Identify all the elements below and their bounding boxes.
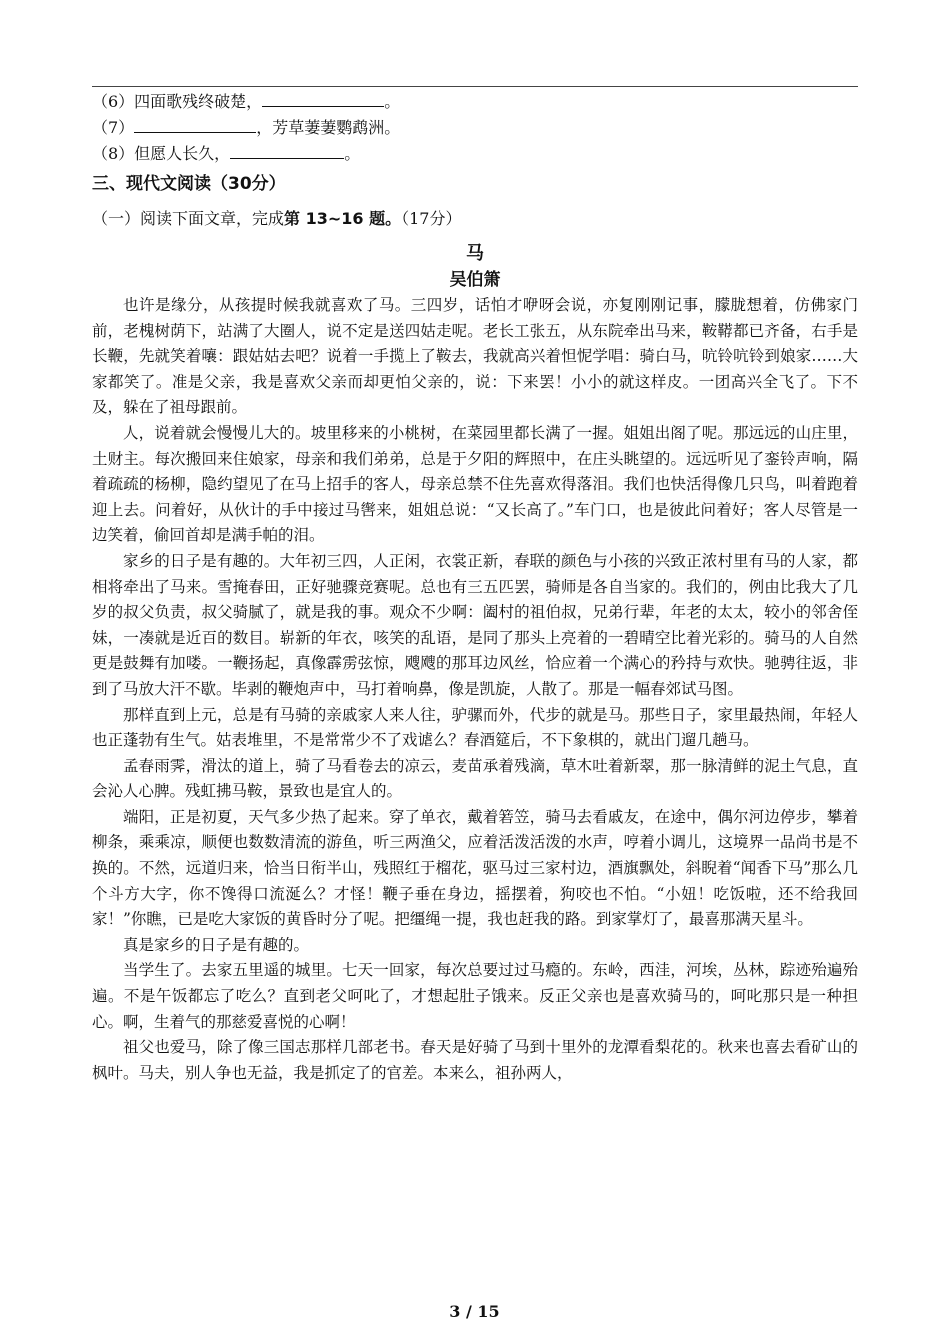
fill-item-8 (92, 141, 858, 167)
article-paragraph: 也许是缘分，从孩提时候我就喜欢了马。三四岁，话怕才咿呀会说，亦复刚刚记事，朦胧想着，仿佛家门前，老槐树荫下，站满了大圈人，说不定是送四姑走呢。老长工张五，从东院牵出马来，鞍鞯都已齐备，右手是长鞭，先就笑着嚷：跟姑姑去吧？说着一手揽上了鞍去，我就高兴着怛怩学唱：骑白马，吭铃吭铃到娘家……大家都笑了。准是父亲，我是喜欢父亲而却更怕父亲的，说：下来罢！小小的就这样皮。一团高兴全飞了。下不及，躲在了祖母跟前。 (92, 296, 858, 417)
fill-item-text: （6）四面歌残终破楚， (92, 92, 263, 111)
article-paragraph: 家乡的日子是有趣的。大年初三四，人正闲，衣裳正新，春联的颜色与小孩的兴致正浓村里有马的人家，都相将牵出了马来。雪掩春田，正好驰骤竞赛呢。总也有三五匹罢，骑师是各自当家的。我们的，例由比我大了几岁的叔父负责，叔父骑腻了，就是我的事。观众不少啊：阖村的祖伯叔，兄弟行辈，年老的太太，较小的邻舍侄妹，一凑就是近百的数目。崭新的年衣，咳笑的乱语，是同了那头上亮着的一碧晴空比着光彩的。骑马的人自然更是鼓舞有加喽。一鞭扬起，真像霹雳弦惊，飕飕的那耳边风丝，恰应着一个满心的矜持与欢快。驰骋往返，非到了马放大汗不歇。毕剥的鞭炮声中，马打着响鼻，像是凯旋，人散了。那是一幅春郊试马图。 (92, 551, 858, 698)
fill-item-text: ，芳草萋萋鹦鹉洲。 (256, 118, 401, 137)
answer-blank (230, 141, 344, 159)
fill-item-text: 。 (384, 92, 401, 111)
article-author: 吴伯箫 (449, 270, 501, 290)
article-paragraph: 孟春雨霁，滑汰的道上，骑了马看卷去的凉云，麦苗承着残滴，草木吐着新翠，那一脉清鲜的泥土气息，直会沁人心脾。残虹拂马鞍，景致也是宜人的。 (92, 756, 858, 801)
article-paragraph: 那样直到上元，总是有马骑的亲戚家人来人往，驴骡而外，代步的就是马。那些日子，家里最热闹，年轻人也正蓬勃有生气。姑表堆里，不是常常少不了戏谑么？春酒筵后，不下象棋的，就出门遛几趟马。 (92, 705, 858, 750)
fill-item-7 (92, 115, 858, 141)
sub-heading (92, 205, 858, 233)
fill-item-6 (92, 89, 858, 115)
article-body (92, 293, 858, 1086)
article-paragraph: 当学生了。去家五里遥的城里。七天一回家，每次总要过过马瘾的。东岭，西洼，河埃，丛林，踪迹殆遍殆遍。不是午饭都忘了吃么？直到老父呵叱了，才想起肚子饿来。反正父亲也是喜欢骑马的，呵叱那只是一种担心。啊，生着气的那慈爱喜悦的心啊！ (92, 961, 858, 1031)
answer-blank (262, 89, 384, 107)
article-title: 马 (466, 243, 484, 264)
section-heading: 三、现代文阅读（30分） (92, 174, 286, 194)
page-number: 3 / 15 (449, 1302, 500, 1321)
sub-heading-prefix: （一）阅读下面文章，完成 (92, 209, 285, 228)
fill-item-text: （8）但愿人长久， (92, 144, 231, 163)
fill-item-text: （7） (92, 118, 135, 137)
page-content (92, 89, 858, 1086)
sub-heading-question-range: 第 13~16 题。 (284, 209, 402, 228)
fill-item-text: 。 (344, 144, 361, 163)
article-paragraph: 人，说着就会慢慢儿大的。坡里移来的小桃树，在菜园里都长满了一握。姐姐出阁了呢。那远远的山庄里，土财主。每次搬回来住娘家，母亲和我们弟弟，总是于夕阳的辉照中，在庄头眺望的。远远听见了銮铃声响，隔着疏疏的杨柳，隐约望见了在马上招手的客人，母亲总禁不住先喜欢得落泪。我们也快活得像几只鸟，叫着跑着迎上去。问着好，从伙计的手中接过马辔来，姐姐总说：“又长高了。”车门口，也是彼此问着好；客人尽管是一边笑着，偷回首却是满手帕的泪。 (92, 423, 858, 545)
header-rule (92, 86, 858, 87)
article-paragraph: 祖父也爱马，除了像三国志那样几部老书。春天是好骑了马到十里外的龙潭看梨花的。秋来也喜去看矿山的枫叶。马夫，别人争也无益，我是抓定了的官差。本来么，祖孙两人， (92, 1038, 858, 1082)
article-paragraph: 端阳，正是初夏，天气多少热了起来。穿了单衣，戴着箬笠，骑马去看戚友，在途中，偶尔河边停步，攀着柳条，乘乘凉，顺便也数数清流的游鱼，听三两渔父，应着活泼活泼的水声，哼着小调儿，这境界一品尚书是不换的。不然，远道归来，恰当日衔半山，残照红于榴花，驱马过三家村边，酒旗飘处，斜睨着“闻香下马”那么几个斗方大字，你不馋得口流涎么？才怪！鞭子垂在身边，摇摆着，狗咬也不怕。“小妞！吃饭啦，还不给我回家！”你瞧，已是吃大家饭的黄昏时分了呢。把缰绳一提，我也赶我的路。到家掌灯了，最喜那满天星斗。 (92, 807, 858, 929)
answer-blank (134, 115, 256, 133)
sub-heading-score: （17分） (401, 209, 462, 228)
article-paragraph: 真是家乡的日子是有趣的。 (123, 935, 310, 954)
